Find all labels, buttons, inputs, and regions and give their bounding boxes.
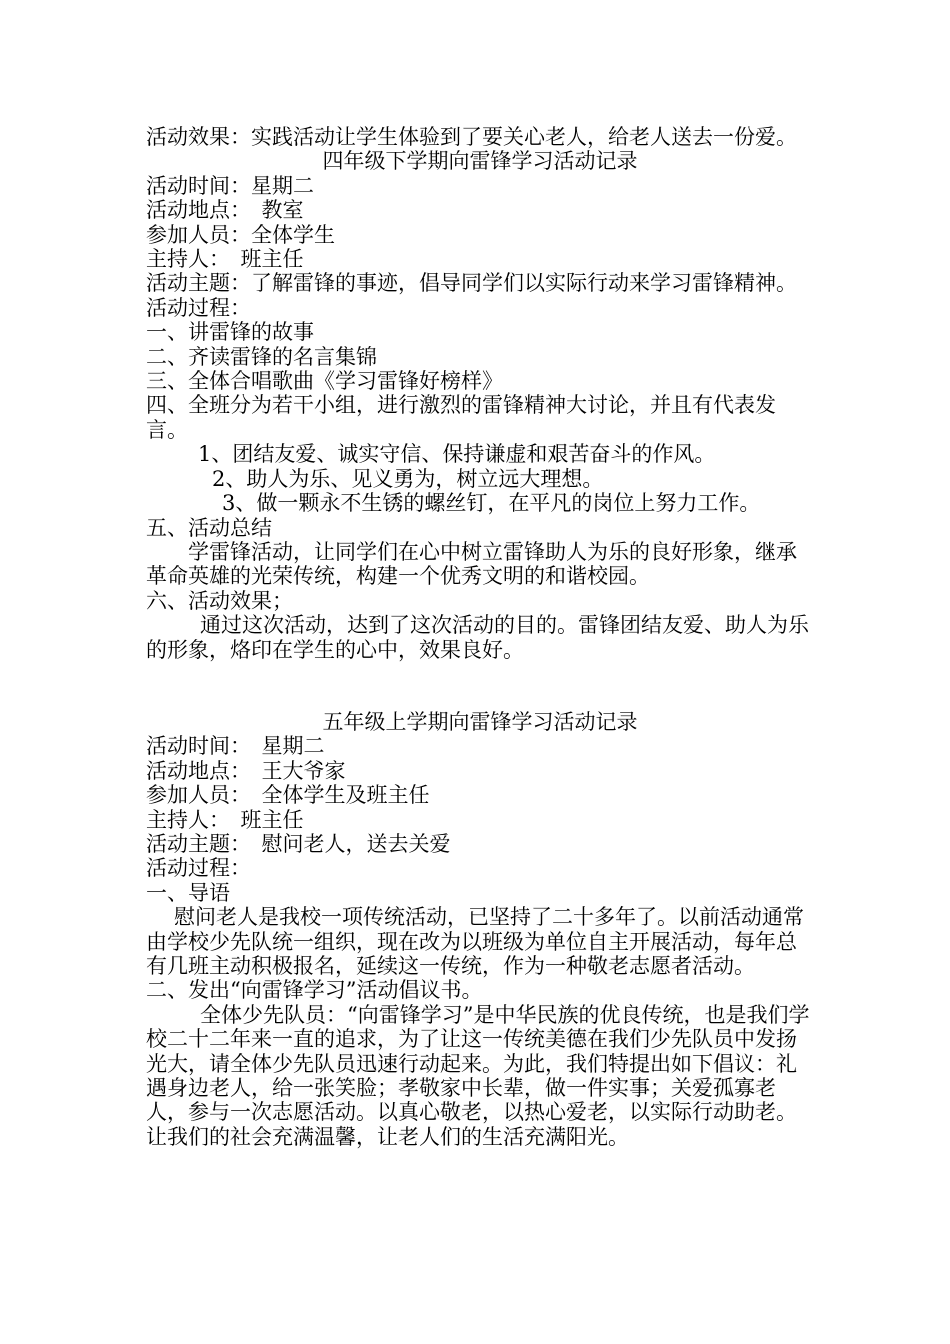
summary-label: 五、活动总结 [146,515,272,540]
step-item: 二、齐读雷锋的名言集锦 [146,344,377,369]
activity-theme: 活动主题： 慰问老人，送去关爱 [146,831,451,856]
participants: 参加人员： 全体学生及班主任 [146,783,430,808]
document-page [146,125,814,1149]
activity-time: 活动时间：星期二 [146,173,314,198]
process-label: 活动过程： [146,295,251,320]
host: 主持人： 班主任 [146,247,304,272]
summary-text: 学雷锋活动，让同学们在心中树立雷锋助人为乐的良好形象，继承革命英雄的光荣传统，构建一个优秀文明的和谐校园。 [146,539,797,589]
step-item: 四、全班分为若干小组，进行激烈的雷锋精神大讨论，并且有代表发言。 [146,393,776,442]
activity-theme: 活动主题：了解雷锋的事迹，倡导同学们以实际行动来学习雷锋精神。 [146,271,797,296]
activity-place: 活动地点： 教室 [146,198,304,223]
process-label: 活动过程： [146,856,251,881]
section-gap [146,662,814,710]
intro-effect: 活动效果：实践活动让学生体验到了要关心老人，给老人送去一份爱。 [146,125,797,149]
discussion-point: 1、团结友爱、诚实守信、保持谦虚和艰苦奋斗的作风。 [198,442,716,467]
step-label: 二、发出“向雷锋学习”活动倡议书。 [146,978,483,1003]
intro-paragraph: 慰问老人是我校一项传统活动，已坚持了二十多年了。以前活动通常由学校少先队统一组织，现在改为以班级为单位自主开展活动，每年总有几班主动积极报名，延续这一传统，作为一种敬老志愿者活动。 [146,905,804,978]
discussion-point: 2、助人为乐、见义勇为，树立远大理想。 [212,466,604,491]
participants: 参加人员：全体学生 [146,222,335,247]
activity-time: 活动时间： 星期二 [146,734,325,759]
section-title-grade4: 四年级下学期向雷锋学习活动记录 [322,149,638,174]
step-label: 一、导语 [146,880,230,905]
discussion-point: 3、做一颗永不生锈的螺丝钉，在平凡的岗位上努力工作。 [222,491,761,516]
activity-place: 活动地点： 王大爷家 [146,758,346,783]
host: 主持人： 班主任 [146,807,304,832]
step-item: 三、全体合唱歌曲《学习雷锋好榜样》 [146,369,503,394]
step-item: 一、讲雷锋的故事 [146,320,314,345]
proposal-paragraph: 全体少先队员：“向雷锋学习”是中华民族的优良传统，也是我们学校二十二年来一直的追求，为了让这一传统美德在我们少先队员中发扬光大，请全体少先队员迅速行动起来。为此，我们特提出如下倡议：礼遇身边老人，给一张笑脸；孝敬家中长辈，做一件实事；关爱孤寡老人，参与一次志愿活动。以真心敬老，以热心爱老，以实际行动助老。让我们的社会充满温馨，让老人们的生活充满阳光。 [146,1002,810,1149]
effect-label: 六、活动效果； [146,588,293,613]
effect-text: 通过这次活动，达到了这次活动的目的。雷锋团结友爱、助人为乐的形象，烙印在学生的心中，效果良好。 [146,613,809,662]
section-title-grade5: 五年级上学期向雷锋学习活动记录 [322,709,638,734]
